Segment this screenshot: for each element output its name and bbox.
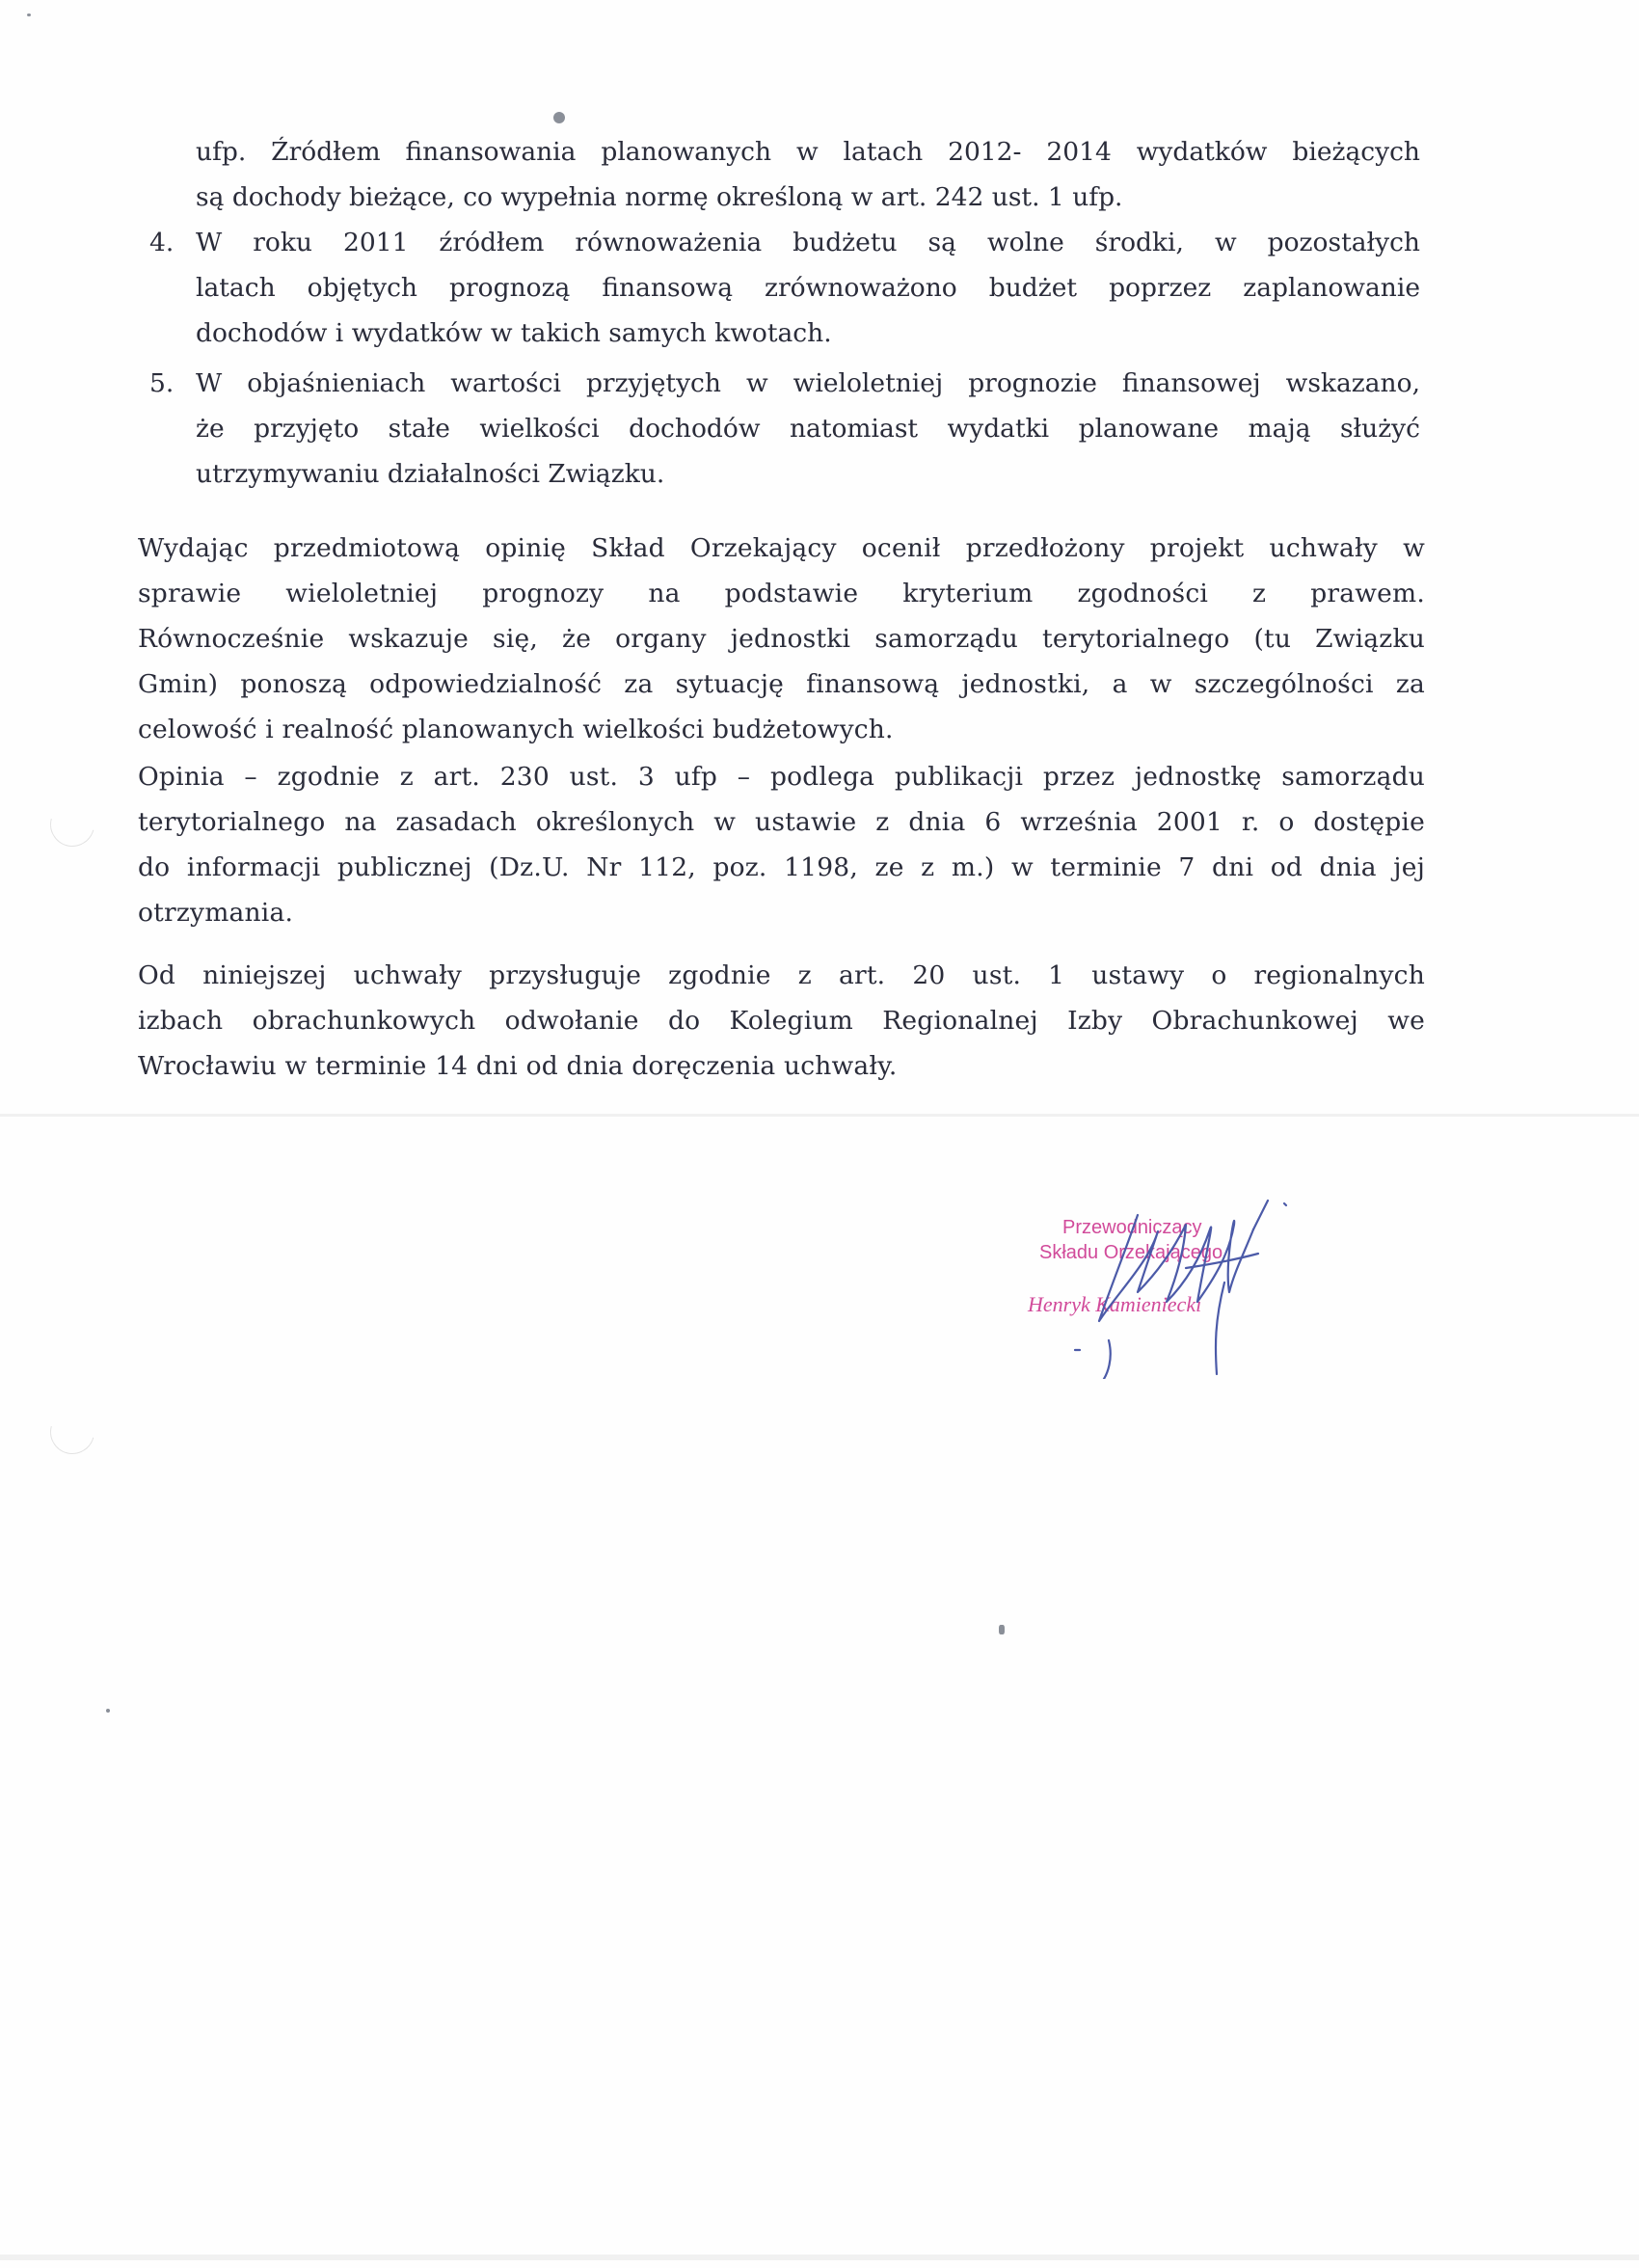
text-line: sprawie wieloletniej prognozy na podstawie kryterium zgodności z prawem. [138,579,1425,608]
punch-hole-mark [42,1402,103,1463]
scan-speck [553,112,565,123]
scan-artifact [0,2254,1639,2260]
stamp-title: Przewodniczący [1062,1217,1202,1238]
text-line: dochodów i wydatków w takich samych kwotach. [196,318,832,348]
handwritten-signature [1070,1176,1302,1379]
stamp-subtitle: Składu Orzekającego [1039,1242,1223,1263]
text-line: latach objętych prognozą finansową zrównoważono budżet poprzez zaplanowanie [196,273,1420,303]
paragraph-appeal [138,953,1425,1089]
text-line: izbach obrachunkowych odwołanie do Kolegium Regionalnej Izby Obrachunkowej we [138,1006,1425,1036]
text-line: Równocześnie wskazuje się, że organy jednostki samorządu terytorialnego (tu Związku [138,624,1425,654]
text-line: Wrocławiu w terminie 14 dni od dnia doręczenia uchwały. [138,1051,898,1081]
text-line: Gmin) ponoszą odpowiedzialność za sytuację finansową jednostki, a w szczególności za [138,669,1425,699]
list-item-number: 4. [149,228,175,257]
scan-speck [27,14,31,16]
text-line: Opinia – zgodnie z art. 230 ust. 3 ufp – podlega publikacji przez jednostkę samorządu [138,762,1425,792]
paragraph-publication [138,754,1425,935]
punch-hole-mark [42,795,103,855]
text-line: są dochody bieżące, co wypełnia normę określoną w art. 242 ust. 1 ufp. [196,182,1123,212]
stamp-name: Henryk Kamieniecki [1028,1292,1202,1316]
paragraph-opinion [138,526,1425,752]
list-item-5 [196,361,1420,497]
text-line: otrzymania. [138,898,294,928]
text-line: W roku 2011 źródłem równoważenia budżetu są wolne środki, w pozostałych [196,228,1420,257]
text-line: Od niniejszej uchwały przysługuje zgodnie z art. 20 ust. 1 ustawy o regionalnych [138,960,1425,990]
text-line: Wydając przedmiotową opinię Skład Orzekający ocenił przedłożony projekt uchwały w [138,533,1425,563]
text-line: że przyjęto stałe wielkości dochodów natomiast wydatki planowane mają służyć [196,414,1420,444]
text-line: W objaśnieniach wartości przyjętych w wieloletniej prognozie finansowej wskazano, [196,368,1420,398]
continuation-block [196,129,1420,220]
text-line: ufp. Źródłem finansowania planowanych w latach 2012- 2014 wydatków bieżących [196,137,1420,167]
scan-speck [999,1625,1005,1634]
list-item-4 [196,220,1420,356]
text-line: utrzymywaniu działalności Związku. [196,459,665,489]
scan-artifact [0,1114,1639,1117]
list-item-number: 5. [149,368,175,398]
text-line: terytorialnego na zasadach określonych w ustawie z dnia 6 września 2001 r. o dostępie [138,807,1425,837]
text-line: do informacji publicznej (Dz.U. Nr 112, poz. 1198, ze z m.) w terminie 7 dni od dnia jej [138,852,1425,882]
text-line: celowość i realność planowanych wielkości budżetowych. [138,715,894,744]
scan-speck [106,1709,110,1713]
